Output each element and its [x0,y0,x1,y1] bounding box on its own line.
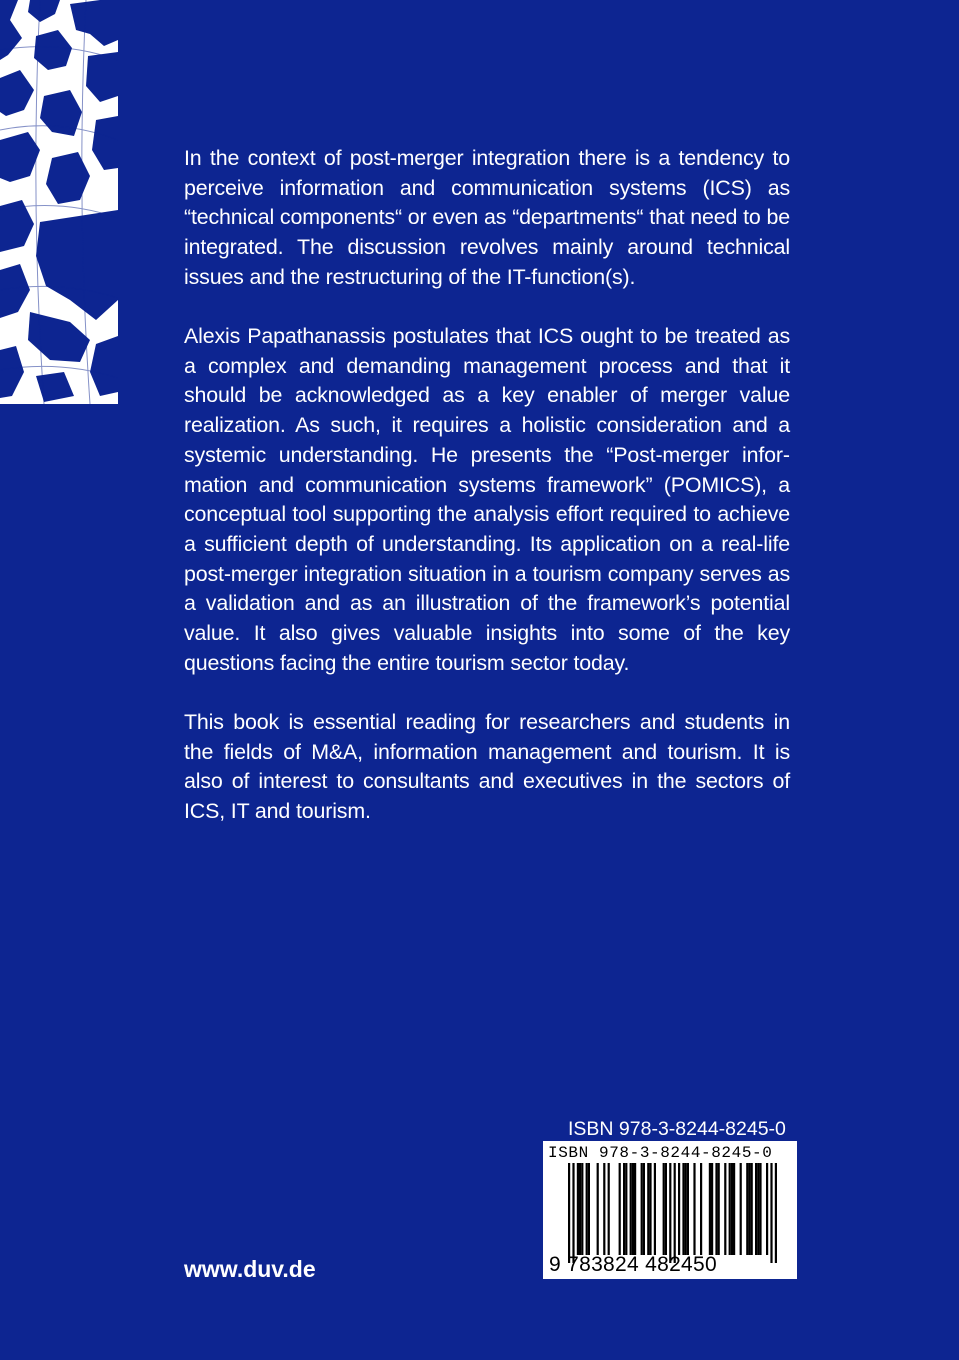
barcode-bar [597,1163,599,1255]
barcode-bar [654,1163,656,1255]
barcode-bar [665,1163,667,1255]
barcode-bar [751,1163,753,1255]
barcode-bar [770,1163,772,1263]
barcode-bar [731,1163,733,1255]
isbn-label: ISBN 978-3-8244-8245-0 [568,1118,786,1140]
barcode-bar [748,1163,750,1255]
barcode-bar [685,1163,687,1255]
isbn-barcode [543,1141,797,1279]
barcode-bar [663,1163,665,1255]
map-illustration [0,0,118,404]
barcode-bar [588,1163,590,1255]
barcode-isbn-line: ISBN 978-3-8244-8245-0 [548,1144,773,1162]
barcode-bar [669,1163,671,1263]
barcode-bar [755,1163,757,1255]
publisher-url: www.duv.de [184,1256,316,1282]
blurb-paragraph-3: This book is essential reading for researchers and students in the fields of M&A, information management and tourism. It is also of interest to consultants and executives in the sectors of ICS, IT and tourism. [184,710,790,824]
barcode-bar [746,1163,748,1255]
barcode-bar [572,1163,574,1263]
barcode-bar [632,1163,634,1255]
barcode-bar [757,1163,759,1255]
barcode-bar [568,1163,570,1263]
world-map-image [0,0,118,404]
barcode-bar [733,1163,735,1255]
barcode-bar [740,1163,742,1255]
barcode-digits: 9 783824 482450 [549,1253,717,1276]
barcode-bar [603,1163,605,1255]
barcode-bar [687,1163,689,1255]
barcode-bar [579,1163,581,1255]
barcode-bar [693,1163,695,1255]
barcode-bar [623,1163,625,1255]
blurb-paragraph-1: In the context of post-merger integration there is a tendency to perceive information and communication systems (ICS) as “technical components“ or even as “departments“ that need to be integrated. The discussion revolves mainly around technical issues and the restructuring of the IT-function(s). [184,146,790,289]
barcode-bar [630,1163,632,1255]
barcode-bar [678,1163,680,1255]
barcode-bar [649,1163,651,1255]
barcode-bar [643,1163,645,1255]
barcode-bar [674,1163,676,1263]
blurb-paragraph-2: Alexis Papathanassis postulates that ICS ought to be treated as a complex and demanding management process and that it should be acknowledged as a key enabler of merger value realization. As such, it requires a holistic consideration and a systemic understanding. He presents the “Post-merger information and communication systems framework” (POMICS), a conceptual tool supporting the analysis effort required to achieve a sufficient depth of understanding. Its application on a real-life post-merger integration situation in a tourism company serves as a validation and as an illustration of the framework’s potential value. It also gives valuable insights into some of the key questions facing the entire tourism sector today. [184,324,790,675]
barcode-bar [586,1163,588,1255]
barcode-bar [715,1163,717,1255]
barcode-bar [718,1163,720,1255]
barcode-bar [577,1163,579,1255]
barcode-bar [682,1163,684,1255]
barcode-bar [619,1163,621,1255]
barcode-bar [700,1163,702,1255]
barcode-bar [729,1163,731,1255]
barcode-bar [766,1163,768,1255]
barcode-bar [647,1163,649,1255]
barcode-bar [608,1163,610,1255]
barcode-bar [641,1163,643,1255]
barcode-bar [775,1163,777,1263]
barcode-bar [581,1163,583,1255]
barcode-bar [724,1163,726,1255]
barcode-bar [709,1163,711,1255]
barcode-bar [634,1163,636,1255]
barcode-bar [625,1163,627,1255]
barcode-bar [711,1163,713,1255]
barcode-bar [759,1163,761,1255]
